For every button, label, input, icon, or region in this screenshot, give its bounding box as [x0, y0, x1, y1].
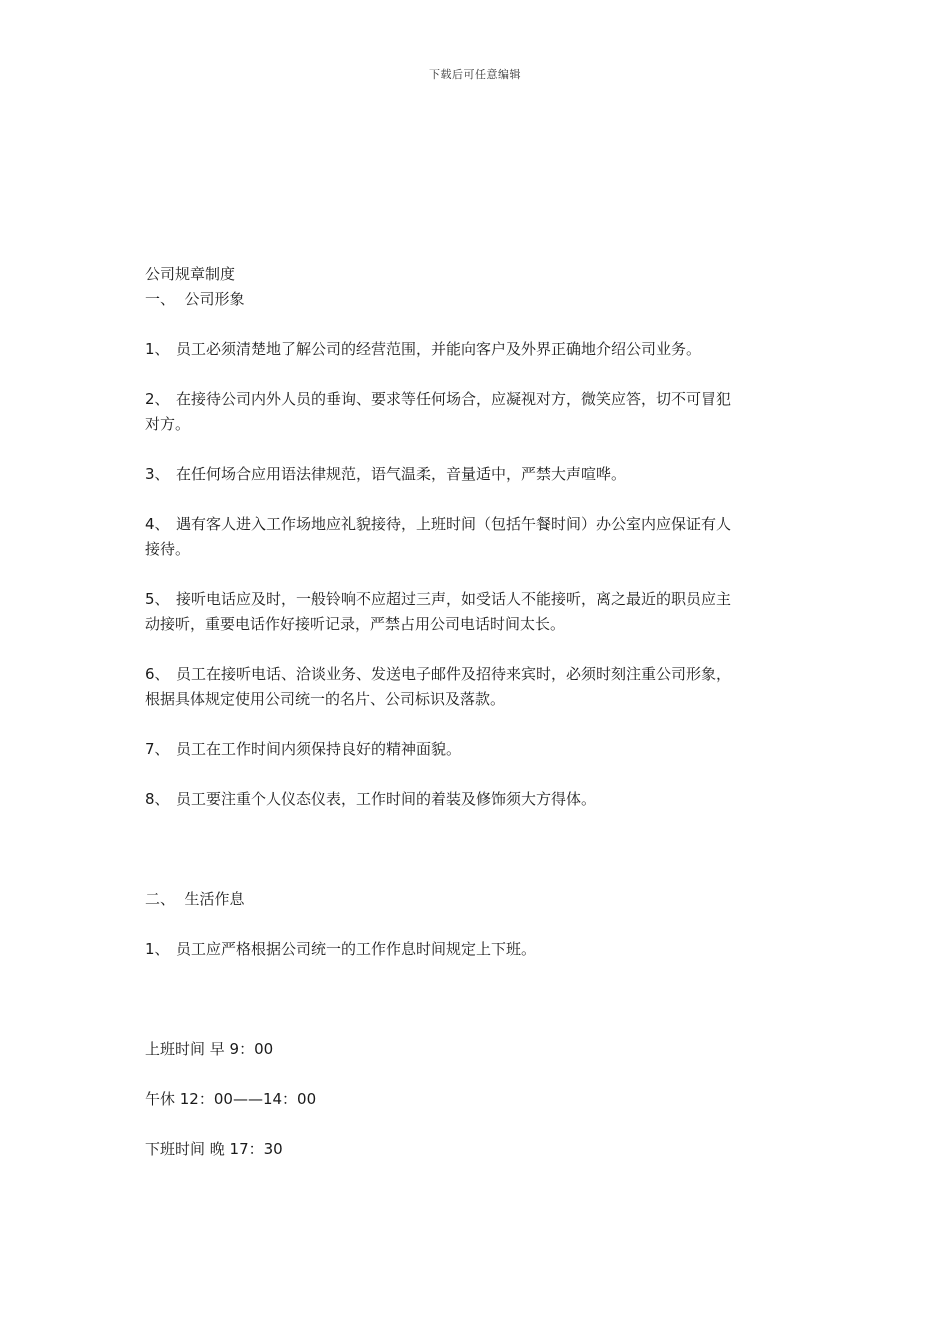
document-body	[145, 262, 800, 1162]
rule-number: 4、	[145, 515, 170, 533]
rule-text-continued: 根据具体规定使用公司统一的名片、公司标识及落款。	[145, 690, 506, 708]
schedule-lunch-break: 午休 12：00——14：00	[145, 1090, 317, 1108]
rule-number: 1、	[145, 940, 170, 958]
rule-text: 员工在工作时间内须保持良好的精神面貌。	[176, 740, 462, 758]
rule-text-continued: 动接听，重要电话作好接听记录，严禁占用公司电话时间太长。	[145, 615, 566, 633]
rule-item	[145, 512, 800, 537]
rule-number: 2、	[145, 390, 170, 408]
rule-item	[145, 937, 800, 962]
rule-number: 7、	[145, 740, 170, 758]
rule-text: 员工应严格根据公司统一的工作作息时间规定上下班。	[176, 940, 537, 958]
rule-item	[145, 337, 800, 362]
rule-item	[145, 587, 800, 612]
rule-item	[145, 787, 800, 812]
rule-text: 员工在接听电话、洽谈业务、发送电子邮件及招待来宾时，必须时刻注重公司形象，	[176, 665, 732, 683]
rule-number: 3、	[145, 465, 170, 483]
rule-text: 在任何场合应用语法律规范，语气温柔，音量适中，严禁大声喧哗。	[176, 465, 627, 483]
rule-number: 1、	[145, 340, 170, 358]
rule-text: 员工必须清楚地了解公司的经营范围，并能向客户及外界正确地介绍公司业务。	[176, 340, 702, 358]
section-heading-daily-routine: 二、 生活作息	[145, 890, 245, 908]
rule-number: 6、	[145, 665, 170, 683]
rule-item	[145, 462, 800, 487]
schedule-work-end: 下班时间 晚 17：30	[145, 1140, 283, 1158]
rule-text: 接听电话应及时，一般铃响不应超过三声，如受话人不能接听，离之最近的职员应主	[176, 590, 732, 608]
rule-text-continued: 对方。	[145, 415, 191, 433]
rule-number: 5、	[145, 590, 170, 608]
section-heading-company-image: 一、 公司形象	[145, 290, 245, 308]
schedule-work-start: 上班时间 早 9：00	[145, 1040, 274, 1058]
rule-item	[145, 662, 800, 687]
document-title: 公司规章制度	[145, 265, 236, 283]
page-header: 下载后可任意编辑	[429, 68, 521, 81]
rule-text: 员工要注重个人仪态仪表，工作时间的着装及修饰须大方得体。	[176, 790, 597, 808]
rule-text: 遇有客人进入工作场地应礼貌接待，上班时间（包括午餐时间）办公室内应保证有人	[176, 515, 732, 533]
rule-text-continued: 接待。	[145, 540, 191, 558]
rule-text: 在接待公司内外人员的垂询、要求等任何场合，应凝视对方，微笑应答，切不可冒犯	[176, 390, 732, 408]
rule-number: 8、	[145, 790, 170, 808]
rule-item	[145, 737, 800, 762]
rule-item	[145, 387, 800, 412]
